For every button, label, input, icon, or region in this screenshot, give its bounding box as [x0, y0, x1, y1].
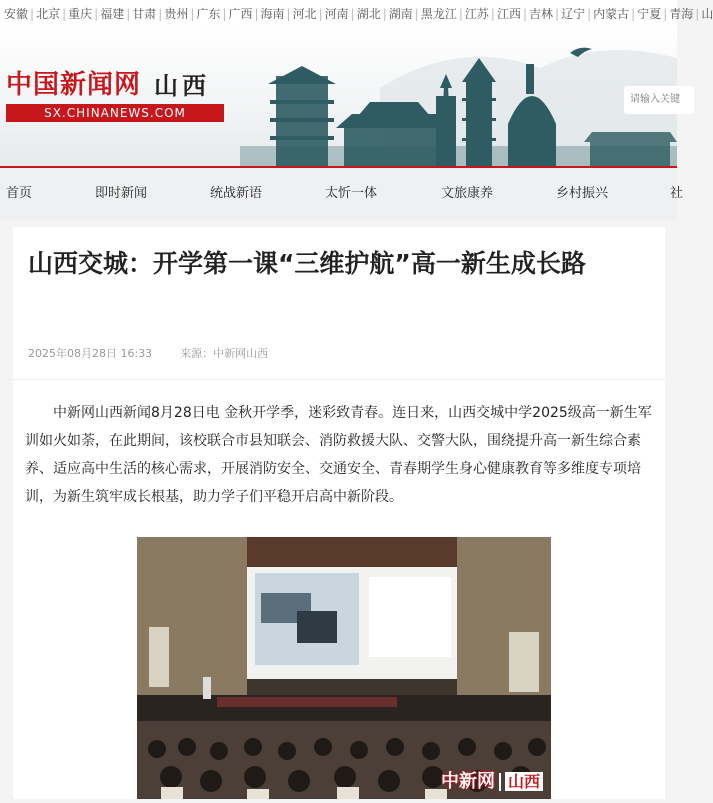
watermark-brand: 中新网	[440, 771, 495, 792]
nav-item-instant-news[interactable]: 即时新闻	[95, 186, 148, 201]
province-separator: |	[222, 7, 227, 21]
nav-item-culture-tourism[interactable]: 文旅康养	[441, 186, 494, 201]
province-separator: |	[318, 7, 323, 21]
province-separator: |	[158, 7, 163, 21]
site-logo[interactable]: 中国新闻网	[6, 70, 142, 100]
province-separator: |	[254, 7, 259, 21]
province-link[interactable]: 北京	[36, 7, 61, 21]
article-source: 来源：中新网山西	[180, 347, 269, 360]
nav-item-united-front[interactable]: 统战新语	[210, 186, 263, 201]
province-separator: |	[555, 7, 560, 21]
province-link[interactable]: 江西	[496, 7, 521, 21]
nav-item-taixin[interactable]: 太忻一体	[325, 186, 378, 201]
province-link[interactable]: 贵州	[164, 7, 189, 21]
province-link[interactable]: 海南	[260, 7, 285, 21]
article-date: 2025年08月28日 16:33	[28, 347, 153, 360]
province-link[interactable]: 青海	[669, 7, 694, 21]
province-separator: |	[522, 7, 527, 21]
article-meta	[28, 345, 268, 361]
photo-watermark	[441, 767, 543, 793]
article-card	[13, 227, 665, 799]
province-link[interactable]: 甘肃	[132, 7, 157, 21]
province-separator: |	[126, 7, 131, 21]
site-province-label: 山西	[154, 72, 210, 100]
province-link[interactable]: 重庆	[68, 7, 93, 21]
header-banner	[0, 28, 680, 168]
province-link[interactable]: 河南	[324, 7, 349, 21]
search-input[interactable]: 请输入关键	[624, 86, 694, 114]
province-separator: |	[286, 7, 291, 21]
province-link[interactable]: 湖南	[388, 7, 413, 21]
watermark-separator	[499, 773, 501, 791]
province-link[interactable]: 宁夏	[637, 7, 662, 21]
province-link[interactable]: 福建	[100, 7, 125, 21]
province-separator: |	[695, 7, 700, 21]
province-link[interactable]: 辽宁	[561, 7, 586, 21]
article-photo[interactable]	[137, 537, 551, 799]
province-link[interactable]: 广西	[228, 7, 253, 21]
site-url-label: SX.CHINANEWS.COM	[6, 104, 224, 122]
province-separator: |	[62, 7, 67, 21]
province-link[interactable]: 安徽	[4, 7, 29, 21]
nav-item-society[interactable]: 社	[670, 186, 684, 201]
province-separator: |	[490, 7, 495, 21]
article-title: 山西交城：开学第一课“三维护航”高一新生成长路	[28, 249, 586, 278]
article-paragraph: 中新网山西新闻8月28日电 金秋开学季，迷彩致青春。连日来，山西交城中学2025级高一新生军训如火如荼，在此期间，该校联合市县知联会、消防救援大队、交警大队，围绕提升高一新生综合素养、适应高中生活的核心需求，开展消防安全、交通安全、青春期学生身心健康教育等多维度专项培训，为新生筑牢成长根基，助力学子们平稳开启高中新阶段。	[25, 405, 652, 505]
nav-item-home[interactable]: 首页	[6, 186, 33, 201]
province-separator: |	[94, 7, 99, 21]
province-link[interactable]: 内蒙古	[593, 7, 630, 21]
province-separator: |	[30, 7, 35, 21]
province-link[interactable]: 湖北	[356, 7, 381, 21]
nav-item-rural-revitalization[interactable]: 乡村振兴	[556, 186, 609, 201]
province-link[interactable]: 江苏	[464, 7, 489, 21]
province-link[interactable]: 河北	[292, 7, 317, 21]
province-separator: |	[458, 7, 463, 21]
province-separator: |	[414, 7, 419, 21]
province-link[interactable]: 黑龙江	[420, 7, 457, 21]
province-link[interactable]: 广东	[196, 7, 221, 21]
province-separator: |	[587, 7, 592, 21]
province-separator: |	[631, 7, 636, 21]
province-link[interactable]: 山	[701, 7, 713, 21]
province-link[interactable]: 吉林	[529, 7, 554, 21]
pagoda-skyline-illustration	[240, 28, 677, 168]
lecture-hall-photo	[137, 537, 551, 799]
province-separator: |	[382, 7, 387, 21]
province-separator: |	[663, 7, 668, 21]
main-nav	[0, 168, 684, 220]
province-separator: |	[190, 7, 195, 21]
watermark-province: 山西	[505, 772, 543, 791]
meta-divider	[13, 379, 665, 380]
province-nav-bar	[0, 0, 713, 28]
province-separator: |	[350, 7, 355, 21]
